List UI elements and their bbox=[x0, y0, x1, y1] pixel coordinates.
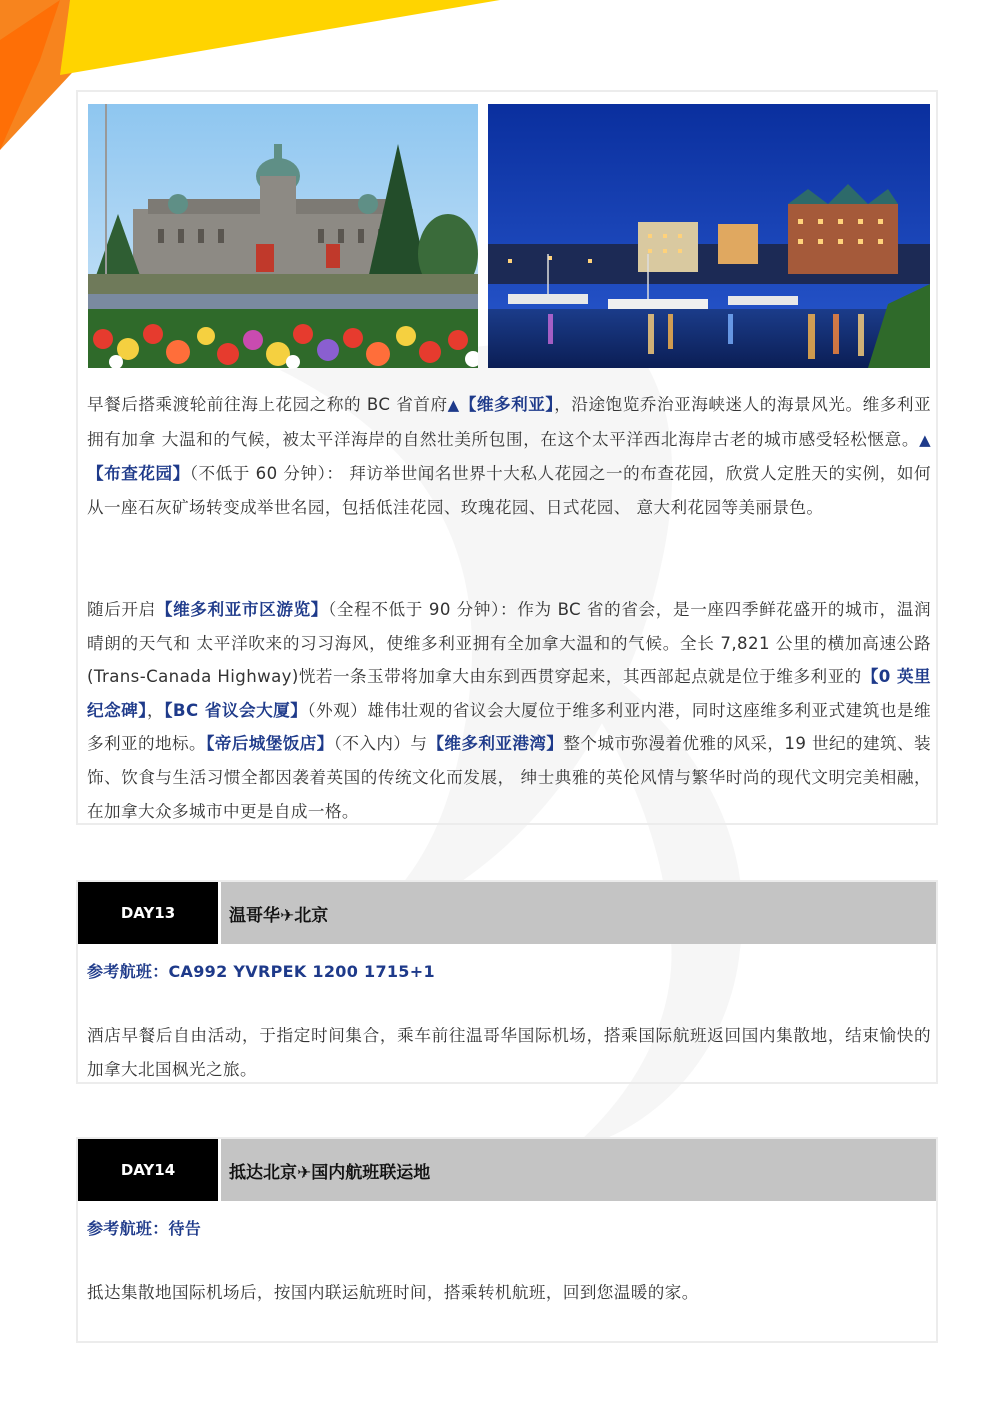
day-header bbox=[78, 1139, 936, 1201]
highlight-butchart-gardens: 【布查花园】 bbox=[87, 464, 190, 484]
highlight-city-tour: 【维多利亚市区游览】 bbox=[155, 600, 328, 619]
text-segment: 早餐后搭乘渡轮前往海上花园之称的 BC 省首府 bbox=[87, 395, 448, 414]
highlight-mile-zero: 【0 英里纪念碑】 bbox=[87, 667, 931, 720]
highlight-empress-hotel: 【帝后城堡饭店】 bbox=[206, 734, 334, 754]
text-segment: ， bbox=[147, 700, 165, 720]
day-label: DAY13 bbox=[78, 882, 218, 944]
reference-flight: 参考航班：CA992 YVRPEK 1200 1715+1 bbox=[87, 962, 435, 981]
day-label: DAY14 bbox=[78, 1139, 218, 1201]
highlight-victoria: 【维多利亚】 bbox=[459, 395, 555, 414]
victoria-city-tour-paragraph bbox=[87, 593, 931, 828]
text-segment: 整个城市弥漫着优雅的风采，19 世纪的建筑、装饰、饮食与生活习惯全都因袭着英国的传统文化而发展， 绅士典雅的英伦风情与繁华时尚的现代文明完美相融，在加拿大众多城市中更是自成一格。 bbox=[87, 734, 931, 821]
day13-section bbox=[76, 880, 938, 1084]
day-title: 温哥华✈北京 bbox=[221, 882, 936, 944]
victoria-intro-paragraph bbox=[87, 388, 931, 524]
highlight-inner-harbour: 【维多利亚港湾】 bbox=[427, 734, 564, 754]
photo-row bbox=[88, 104, 930, 368]
inner-harbour-night-photo bbox=[488, 104, 930, 368]
reference-flight: 参考航班：待告 bbox=[87, 1219, 202, 1238]
victoria-section bbox=[76, 90, 938, 825]
day-title: 抵达北京✈国内航班联运地 bbox=[221, 1139, 936, 1201]
day14-section bbox=[76, 1137, 938, 1343]
day-description: 抵达集散地国际机场后，按国内联运航班时间，搭乘转机航班，回到您温暖的家。 bbox=[87, 1283, 699, 1302]
day-description: 酒店早餐后自由活动，于指定时间集合，乘车前往温哥华国际机场，搭乘国际航班返回国内集散地，结束愉快的加拿大北国枫光之旅。 bbox=[87, 1026, 931, 1079]
text-segment: （全程不低于 90 分钟）：作为 BC 省的省会，是一座四季鲜花盛开的城市，温润晴朗的天气和 太平洋吹来的习习海风，使维多利亚拥有全加拿大温和的气候。全长 7,821 公里的横加高速公路(Trans-Canada Highway)恍若一条玉带将加拿大由东到西贯穿起来，其西部起点就是位于维多利亚的 bbox=[87, 600, 931, 687]
text-segment: （不入内）与 bbox=[333, 734, 428, 754]
triangle-marker-icon: ▲ bbox=[919, 430, 931, 449]
text-segment: （外观）雄伟壮观的省议会大厦位于维多利亚内港，同时这座维多利亚式建筑也是维多利亚的地标。 bbox=[87, 700, 932, 754]
text-segment: 随后开启 bbox=[87, 600, 156, 619]
text-segment: ，沿途饱览乔治亚海峡迷人的海景风光。维多利亚拥有加拿 大温和的气候，被太平洋海岸的自然壮美所包围，在这个太平洋西北海岸古老的城市感受轻松惬意。 bbox=[87, 395, 931, 449]
text-segment: （不低于 60 分钟）： 拜访举世闻名世界十大私人花园之一的布查花园，欣赏人定胜天的实例，如何从一座石灰矿场转变成举世名园，包括低洼花园、玫瑰花园、日式花园、 意大利花园等美丽景色。 bbox=[87, 464, 931, 517]
highlight-parliament: 【BC 省议会大厦】 bbox=[164, 700, 308, 720]
triangle-marker-icon: ▲ bbox=[447, 396, 460, 414]
day-header bbox=[78, 882, 936, 944]
parliament-building-photo bbox=[88, 104, 478, 368]
